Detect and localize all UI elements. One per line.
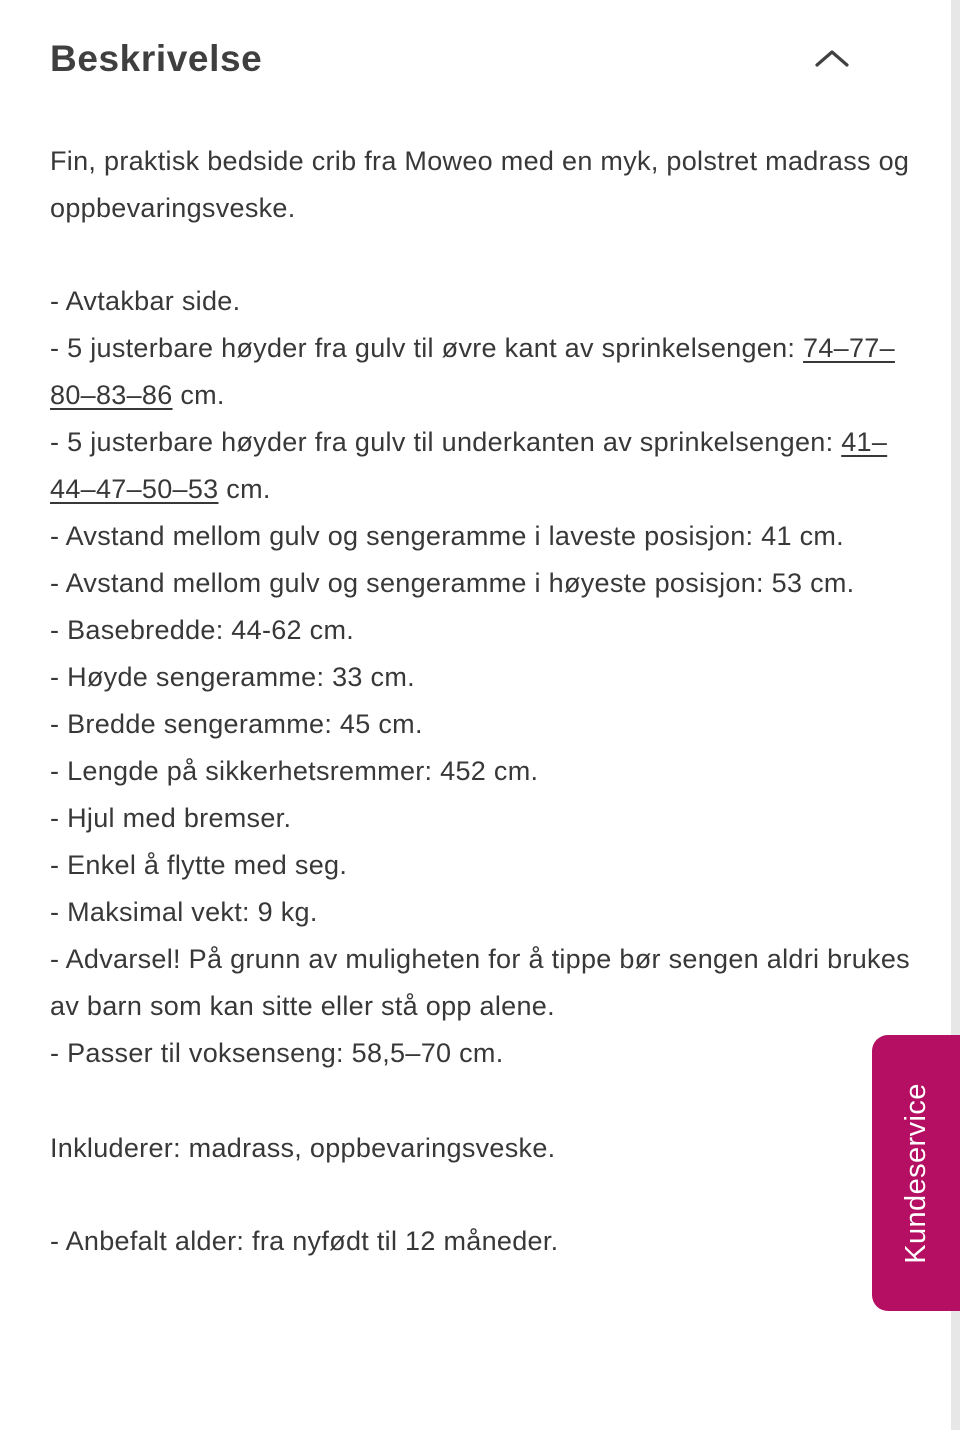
list-item: [50, 842, 912, 889]
bullet-text: - Avstand mellom gulv og sengeramme i høyeste posisjon: 53 cm.: [50, 568, 855, 598]
bullet-text: - Avstand mellom gulv og sengeramme i laveste posisjon: 41 cm.: [50, 521, 844, 551]
list-item: [50, 936, 912, 1030]
list-item: [50, 607, 912, 654]
spec-bullet-list: [50, 278, 912, 1077]
intro-paragraph: Fin, praktisk bedside crib fra Moweo med en myk, polstret madrass og oppbevaringsveske.: [50, 146, 910, 223]
bullet-text: - Basebredde: 44-62 cm.: [50, 615, 355, 645]
list-item: [50, 701, 912, 748]
list-item: [50, 419, 912, 513]
list-item: [50, 654, 912, 701]
bullet-text: - Hjul med bremser.: [50, 803, 292, 833]
bullet-text: cm.: [172, 380, 225, 410]
list-item: [50, 1030, 912, 1077]
bullet-text: - Enkel å flytte med seg.: [50, 850, 348, 880]
kundeservice-tab[interactable]: [872, 1035, 960, 1311]
bullet-text: - Maksimal vekt: 9 kg.: [50, 897, 318, 927]
bullet-text: - 5 justerbare høyder fra gulv til underkanten av sprinkelsengen:: [50, 427, 842, 457]
bullet-text: - 5 justerbare høyder fra gulv til øvre kant av sprinkelsengen:: [50, 333, 804, 363]
bullet-underline: 74–77–80–83–86: [50, 333, 895, 410]
list-item: [50, 278, 912, 325]
section-header: [50, 38, 912, 80]
list-item: [50, 325, 912, 419]
list-item: [50, 889, 912, 936]
bullet-text: cm.: [218, 474, 271, 504]
chevron-up-icon: [814, 57, 850, 72]
bullet-underline: 41–44–47–50–53: [50, 427, 888, 504]
recommended-age-line: - Anbefalt alder: fra nyfødt til 12 måneder.: [50, 1226, 559, 1256]
bullet-text: - Advarsel! På grunn av muligheten for å tippe bør sengen aldri brukes av barn som kan sitte eller stå opp alene.: [50, 944, 910, 1021]
list-item: [50, 795, 912, 842]
bullet-text: - Avtakbar side.: [50, 286, 241, 316]
kundeservice-tab-label: Kundeservice: [899, 1082, 932, 1264]
list-item: [50, 560, 912, 607]
includes-line: Inkluderer: madrass, oppbevaringsveske.: [50, 1133, 556, 1163]
bullet-text: - Bredde sengeramme: 45 cm.: [50, 709, 423, 739]
bullet-text: - Lengde på sikkerhetsremmer: 452 cm.: [50, 756, 539, 786]
collapse-section-button[interactable]: [810, 45, 854, 73]
bullet-text: - Passer til voksenseng: 58,5–70 cm.: [50, 1038, 504, 1068]
section-title: Beskrivelse: [50, 38, 263, 79]
list-item: [50, 513, 912, 560]
list-item: [50, 748, 912, 795]
bullet-text: - Høyde sengeramme: 33 cm.: [50, 662, 415, 692]
